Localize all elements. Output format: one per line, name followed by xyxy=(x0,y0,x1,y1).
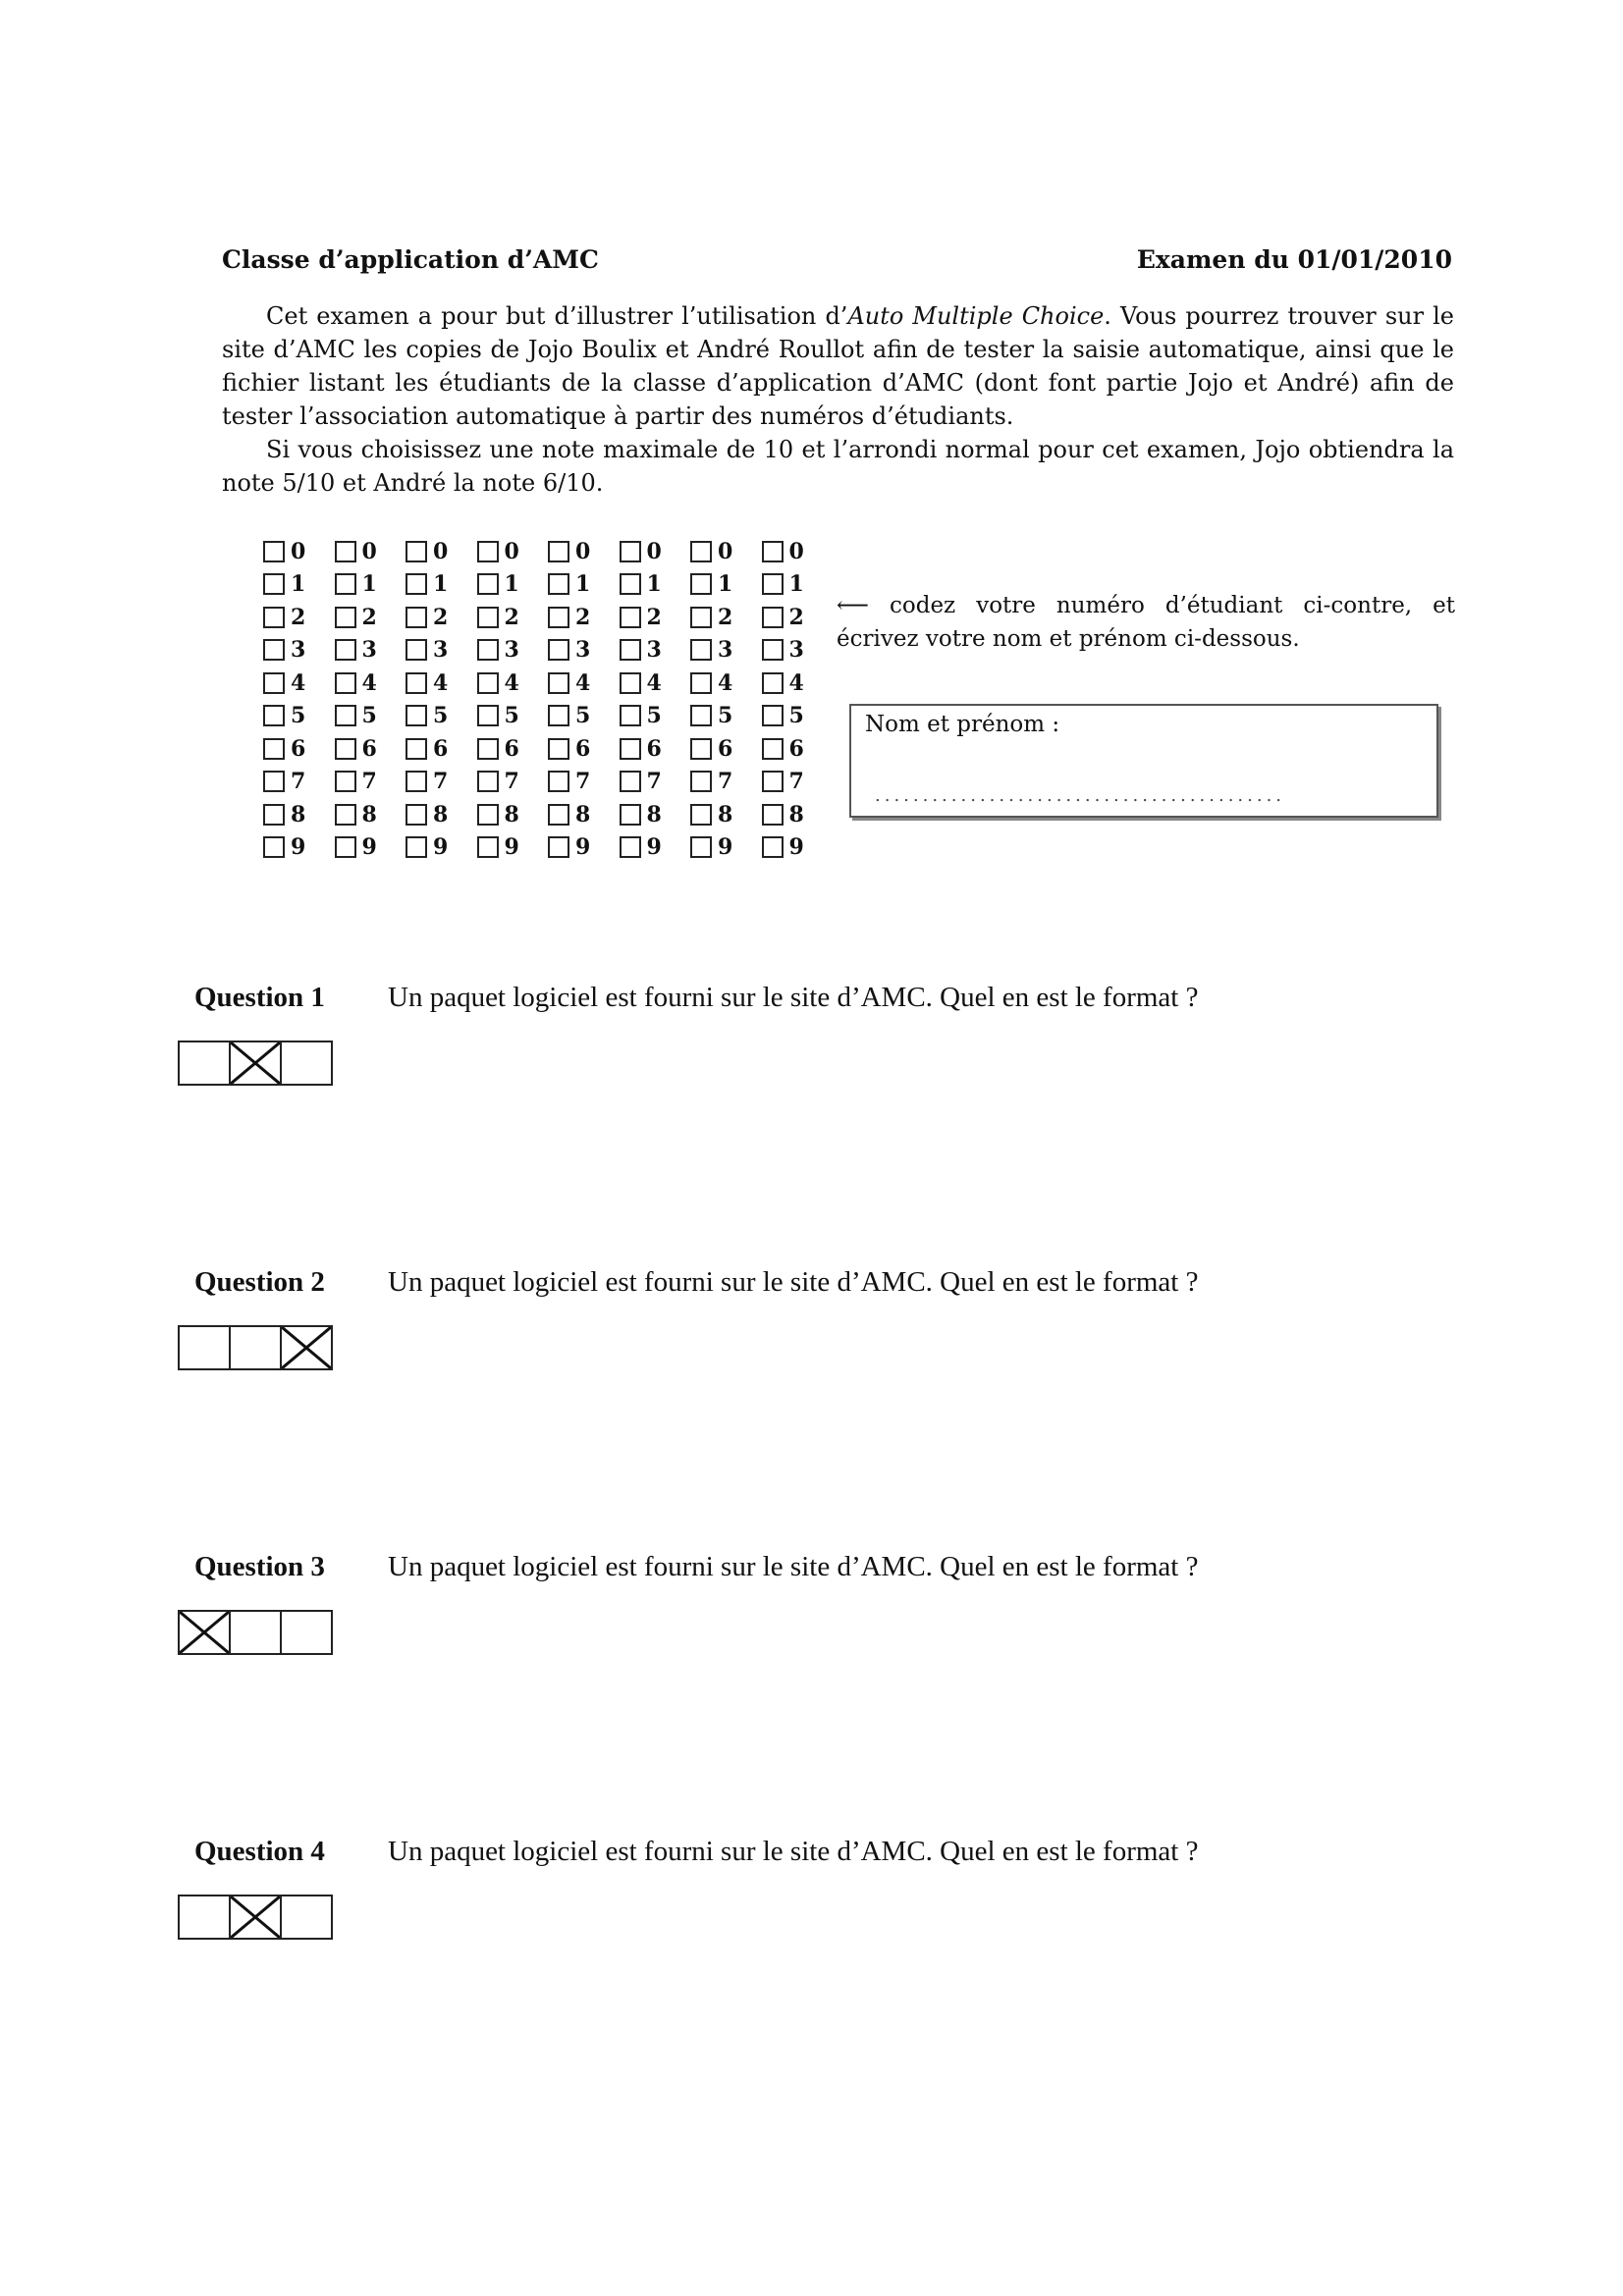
id-digit-checkbox[interactable] xyxy=(335,804,356,826)
answer-box[interactable] xyxy=(229,1610,282,1655)
id-digit-checkbox[interactable] xyxy=(620,573,641,595)
id-digit-cell xyxy=(690,539,762,564)
id-digit-label: 2 xyxy=(718,604,733,630)
id-digit-label: 2 xyxy=(361,604,377,630)
id-digit-cell xyxy=(335,670,406,696)
id-digit-cell xyxy=(620,605,691,630)
id-digit-checkbox[interactable] xyxy=(263,639,285,661)
id-digit-label: 0 xyxy=(788,538,804,564)
id-digit-checkbox[interactable] xyxy=(762,672,784,694)
id-digit-checkbox[interactable] xyxy=(620,607,641,628)
answer-box-checked[interactable] xyxy=(229,1041,282,1086)
question-text: Un paquet logiciel est fourni sur le site d’AMC. Quel en est le format ? xyxy=(388,1551,1199,1582)
id-digit-label: 0 xyxy=(361,538,377,564)
id-digit-checkbox[interactable] xyxy=(548,836,569,858)
id-digit-checkbox[interactable] xyxy=(335,738,356,760)
intro-paragraph-2: Si vous choisissez une note maximale de 10 et l’arrondi normal pour cet examen, Jojo obtiendra la note 5/10 et André la note 6/10. xyxy=(222,436,1454,497)
id-digit-cell xyxy=(762,802,834,828)
id-digit-checkbox[interactable] xyxy=(762,771,784,792)
cross-mark-icon xyxy=(282,1327,331,1368)
id-digit-label: 4 xyxy=(433,669,449,696)
id-grid-row xyxy=(263,568,833,602)
id-digit-checkbox[interactable] xyxy=(263,573,285,595)
id-grid-row xyxy=(263,732,833,766)
id-digit-checkbox[interactable] xyxy=(548,573,569,595)
id-digit-cell xyxy=(762,571,834,597)
id-digit-label: 6 xyxy=(361,735,377,762)
id-digit-cell xyxy=(335,703,406,728)
question-text: Un paquet logiciel est fourni sur le site d’AMC. Quel en est le format ? xyxy=(388,1266,1199,1298)
id-digit-checkbox[interactable] xyxy=(477,738,499,760)
id-digit-checkbox[interactable] xyxy=(263,771,285,792)
name-field-label: Nom et prénom : xyxy=(865,712,1060,737)
id-digit-cell xyxy=(620,769,691,794)
id-digit-label: 3 xyxy=(291,637,306,664)
id-digit-cell xyxy=(406,802,477,828)
id-digit-cell xyxy=(548,637,620,663)
answer-box[interactable] xyxy=(178,1325,231,1370)
id-digit-cell xyxy=(620,539,691,564)
id-digit-cell xyxy=(477,539,549,564)
id-digit-checkbox[interactable] xyxy=(335,705,356,726)
id-digit-checkbox[interactable] xyxy=(406,738,427,760)
id-digit-checkbox[interactable] xyxy=(263,738,285,760)
id-digit-checkbox[interactable] xyxy=(690,836,712,858)
id-digit-label: 9 xyxy=(504,834,519,861)
id-digit-cell xyxy=(477,802,549,828)
id-digit-checkbox[interactable] xyxy=(762,738,784,760)
id-digit-label: 6 xyxy=(504,735,519,762)
id-digit-checkbox[interactable] xyxy=(620,836,641,858)
id-grid-row xyxy=(263,798,833,831)
id-digit-checkbox[interactable] xyxy=(406,573,427,595)
id-digit-label: 1 xyxy=(646,571,662,598)
id-grid-row xyxy=(263,667,833,700)
id-digit-cell xyxy=(548,802,620,828)
id-digit-label: 3 xyxy=(575,637,591,664)
id-digit-checkbox[interactable] xyxy=(263,836,285,858)
id-digit-checkbox[interactable] xyxy=(548,541,569,562)
id-digit-label: 6 xyxy=(291,735,306,762)
id-digit-cell xyxy=(335,637,406,663)
id-grid-row xyxy=(263,535,833,568)
intro-paragraph-1 xyxy=(222,299,1454,433)
id-digit-checkbox[interactable] xyxy=(406,639,427,661)
id-digit-cell xyxy=(477,637,549,663)
question-label: Question 2 xyxy=(194,1266,325,1298)
id-digit-checkbox[interactable] xyxy=(690,705,712,726)
id-digit-checkbox[interactable] xyxy=(620,804,641,826)
id-digit-label: 1 xyxy=(504,571,519,598)
id-digit-label: 5 xyxy=(646,703,662,729)
id-digit-cell xyxy=(477,834,549,860)
id-digit-checkbox[interactable] xyxy=(335,573,356,595)
id-digit-cell xyxy=(263,571,335,597)
id-digit-cell xyxy=(620,703,691,728)
id-digit-cell xyxy=(762,539,834,564)
id-digit-cell xyxy=(406,637,477,663)
id-digit-checkbox[interactable] xyxy=(477,607,499,628)
id-digit-label: 9 xyxy=(646,834,662,861)
id-digit-cell xyxy=(477,769,549,794)
id-digit-checkbox[interactable] xyxy=(335,771,356,792)
id-digit-checkbox[interactable] xyxy=(406,705,427,726)
id-digit-label: 8 xyxy=(291,801,306,828)
id-digit-cell xyxy=(263,605,335,630)
id-digit-checkbox[interactable] xyxy=(690,672,712,694)
id-digit-label: 4 xyxy=(646,669,662,696)
question-label: Question 4 xyxy=(194,1836,325,1867)
id-digit-checkbox[interactable] xyxy=(263,804,285,826)
student-id-grid xyxy=(263,535,833,864)
id-digit-label: 9 xyxy=(361,834,377,861)
id-digit-cell xyxy=(620,736,691,762)
id-digit-label: 1 xyxy=(433,571,449,598)
id-digit-cell xyxy=(477,605,549,630)
id-digit-cell xyxy=(620,802,691,828)
id-digit-checkbox[interactable] xyxy=(406,836,427,858)
id-digit-label: 3 xyxy=(433,637,449,664)
id-digit-label: 7 xyxy=(504,769,519,795)
id-digit-label: 3 xyxy=(361,637,377,664)
id-digit-checkbox[interactable] xyxy=(762,705,784,726)
name-field[interactable] xyxy=(849,704,1438,818)
id-digit-cell xyxy=(335,769,406,794)
id-digit-cell xyxy=(263,539,335,564)
id-grid-row xyxy=(263,831,833,865)
intro-p1-start: Cet examen a pour but d’illustrer l’utilisation d’ xyxy=(266,302,848,330)
id-digit-label: 5 xyxy=(788,703,804,729)
id-digit-checkbox[interactable] xyxy=(335,541,356,562)
question-label: Question 3 xyxy=(194,1551,325,1582)
id-digit-checkbox[interactable] xyxy=(477,836,499,858)
id-digit-checkbox[interactable] xyxy=(477,672,499,694)
question-label: Question 1 xyxy=(194,982,325,1013)
id-digit-label: 7 xyxy=(361,769,377,795)
id-digit-cell xyxy=(263,834,335,860)
id-digit-cell xyxy=(406,736,477,762)
id-digit-cell xyxy=(762,769,834,794)
id-digit-cell xyxy=(690,769,762,794)
software-name: Auto Multiple Choice xyxy=(847,302,1105,330)
name-field-dots: ........................................... xyxy=(875,785,1286,806)
id-digit-cell xyxy=(690,703,762,728)
id-digit-label: 2 xyxy=(433,604,449,630)
student-id-instruction: ⟵ codez votre numéro d’étudiant ci-contre, et écrivez votre nom et prénom ci-dessous. xyxy=(837,593,1455,652)
id-digit-checkbox[interactable] xyxy=(620,738,641,760)
id-digit-cell xyxy=(335,802,406,828)
id-digit-label: 2 xyxy=(646,604,662,630)
id-digit-cell xyxy=(762,605,834,630)
id-digit-label: 0 xyxy=(575,538,591,564)
id-digit-cell xyxy=(690,571,762,597)
id-digit-checkbox[interactable] xyxy=(762,639,784,661)
id-digit-checkbox[interactable] xyxy=(406,541,427,562)
id-digit-label: 8 xyxy=(718,801,733,828)
id-digit-checkbox[interactable] xyxy=(406,804,427,826)
id-digit-checkbox[interactable] xyxy=(762,541,784,562)
id-digit-checkbox[interactable] xyxy=(477,771,499,792)
id-digit-cell xyxy=(263,736,335,762)
id-grid-row xyxy=(263,700,833,733)
id-digit-label: 6 xyxy=(433,735,449,762)
id-digit-cell xyxy=(690,834,762,860)
id-digit-cell xyxy=(406,769,477,794)
id-digit-checkbox[interactable] xyxy=(335,639,356,661)
id-digit-label: 2 xyxy=(504,604,519,630)
id-digit-label: 7 xyxy=(433,769,449,795)
id-digit-cell xyxy=(548,571,620,597)
id-digit-label: 6 xyxy=(646,735,662,762)
id-digit-cell xyxy=(620,670,691,696)
id-digit-cell xyxy=(263,637,335,663)
intro-p1-end: . Vous pourrez trouver sur le site d’AMC les copies de Jojo Boulix et André Roullot afin de tester la saisie automatique, ainsi que le fichier listant les étudiants de la classe d’application d’AMC (dont font partie Jojo et André) afin de tester l’association automatique à partir des numéros d’étudiants. xyxy=(222,302,1454,430)
id-digit-label: 2 xyxy=(788,604,804,630)
id-digit-label: 5 xyxy=(718,703,733,729)
id-digit-label: 5 xyxy=(361,703,377,729)
id-digit-label: 3 xyxy=(646,637,662,664)
id-digit-checkbox[interactable] xyxy=(762,836,784,858)
answer-boxes xyxy=(178,1325,331,1370)
id-digit-cell xyxy=(335,834,406,860)
id-digit-label: 1 xyxy=(291,571,306,598)
id-digit-cell xyxy=(548,736,620,762)
answer-box[interactable] xyxy=(280,1041,333,1086)
id-digit-label: 4 xyxy=(361,669,377,696)
id-digit-cell xyxy=(335,539,406,564)
question-text: Un paquet logiciel est fourni sur le site d’AMC. Quel en est le format ? xyxy=(388,982,1199,1013)
id-digit-label: 7 xyxy=(718,769,733,795)
id-digit-label: 6 xyxy=(575,735,591,762)
id-digit-checkbox[interactable] xyxy=(335,836,356,858)
id-digit-label: 8 xyxy=(504,801,519,828)
answer-box-checked[interactable] xyxy=(229,1895,282,1940)
cross-mark-icon xyxy=(231,1042,280,1084)
question-text: Un paquet logiciel est fourni sur le site d’AMC. Quel en est le format ? xyxy=(388,1836,1199,1867)
id-digit-checkbox[interactable] xyxy=(690,607,712,628)
id-digit-checkbox[interactable] xyxy=(548,804,569,826)
id-digit-cell xyxy=(548,670,620,696)
id-digit-checkbox[interactable] xyxy=(477,541,499,562)
id-digit-checkbox[interactable] xyxy=(620,639,641,661)
answer-box[interactable] xyxy=(178,1895,231,1940)
id-digit-label: 9 xyxy=(788,834,804,861)
id-digit-label: 3 xyxy=(788,637,804,664)
id-digit-cell xyxy=(548,769,620,794)
id-digit-label: 8 xyxy=(433,801,449,828)
id-digit-cell xyxy=(263,670,335,696)
id-digit-checkbox[interactable] xyxy=(690,738,712,760)
id-digit-cell xyxy=(762,834,834,860)
id-digit-label: 1 xyxy=(718,571,733,598)
id-digit-checkbox[interactable] xyxy=(762,573,784,595)
id-digit-checkbox[interactable] xyxy=(406,771,427,792)
id-digit-label: 4 xyxy=(788,669,804,696)
id-digit-label: 0 xyxy=(718,538,733,564)
id-digit-label: 8 xyxy=(575,801,591,828)
id-digit-checkbox[interactable] xyxy=(406,672,427,694)
id-digit-checkbox[interactable] xyxy=(335,607,356,628)
id-digit-cell xyxy=(690,605,762,630)
id-digit-checkbox[interactable] xyxy=(620,541,641,562)
id-digit-cell xyxy=(690,736,762,762)
answer-boxes xyxy=(178,1041,331,1086)
intro-text xyxy=(222,299,1454,500)
id-digit-cell xyxy=(762,703,834,728)
id-digit-label: 4 xyxy=(504,669,519,696)
id-digit-cell xyxy=(406,539,477,564)
id-digit-checkbox[interactable] xyxy=(690,541,712,562)
id-digit-label: 6 xyxy=(718,735,733,762)
id-digit-label: 3 xyxy=(504,637,519,664)
answer-box-checked[interactable] xyxy=(178,1610,231,1655)
answer-box[interactable] xyxy=(280,1610,333,1655)
id-digit-cell xyxy=(477,703,549,728)
id-digit-label: 9 xyxy=(433,834,449,861)
id-digit-checkbox[interactable] xyxy=(477,639,499,661)
id-digit-label: 7 xyxy=(575,769,591,795)
id-digit-checkbox[interactable] xyxy=(263,607,285,628)
id-digit-cell xyxy=(620,571,691,597)
id-digit-cell xyxy=(690,637,762,663)
id-digit-label: 6 xyxy=(788,735,804,762)
id-digit-label: 0 xyxy=(291,538,306,564)
id-digit-checkbox[interactable] xyxy=(477,573,499,595)
id-digit-cell xyxy=(548,605,620,630)
id-digit-checkbox[interactable] xyxy=(477,804,499,826)
id-digit-checkbox[interactable] xyxy=(263,705,285,726)
answer-box[interactable] xyxy=(229,1325,282,1370)
answer-boxes xyxy=(178,1610,331,1655)
id-digit-label: 9 xyxy=(575,834,591,861)
id-digit-cell xyxy=(620,637,691,663)
id-digit-checkbox[interactable] xyxy=(690,639,712,661)
id-digit-checkbox[interactable] xyxy=(477,705,499,726)
answer-box[interactable] xyxy=(178,1041,231,1086)
id-digit-cell xyxy=(406,670,477,696)
id-digit-label: 8 xyxy=(788,801,804,828)
id-digit-label: 2 xyxy=(575,604,591,630)
id-digit-cell xyxy=(406,605,477,630)
cross-mark-icon xyxy=(180,1612,229,1653)
id-digit-cell xyxy=(263,703,335,728)
id-digit-cell xyxy=(335,571,406,597)
id-digit-cell xyxy=(477,571,549,597)
id-digit-label: 5 xyxy=(575,703,591,729)
id-digit-checkbox[interactable] xyxy=(690,573,712,595)
id-digit-label: 2 xyxy=(291,604,306,630)
id-digit-checkbox[interactable] xyxy=(690,771,712,792)
id-digit-label: 9 xyxy=(718,834,733,861)
id-digit-label: 1 xyxy=(788,571,804,598)
id-digit-label: 7 xyxy=(788,769,804,795)
id-digit-label: 7 xyxy=(291,769,306,795)
id-digit-cell xyxy=(548,703,620,728)
id-digit-checkbox[interactable] xyxy=(548,639,569,661)
id-digit-label: 0 xyxy=(504,538,519,564)
id-digit-cell xyxy=(263,802,335,828)
id-digit-cell xyxy=(690,670,762,696)
id-digit-label: 4 xyxy=(718,669,733,696)
id-digit-checkbox[interactable] xyxy=(548,607,569,628)
id-digit-checkbox[interactable] xyxy=(620,672,641,694)
answer-box-checked[interactable] xyxy=(280,1325,333,1370)
id-digit-cell xyxy=(762,670,834,696)
id-digit-checkbox[interactable] xyxy=(263,541,285,562)
cross-mark-icon xyxy=(231,1896,280,1938)
id-digit-label: 1 xyxy=(361,571,377,598)
id-digit-checkbox[interactable] xyxy=(548,672,569,694)
id-digit-label: 0 xyxy=(646,538,662,564)
id-digit-label: 8 xyxy=(361,801,377,828)
id-digit-checkbox[interactable] xyxy=(263,672,285,694)
id-grid-row xyxy=(263,601,833,634)
id-digit-cell xyxy=(263,769,335,794)
id-digit-cell xyxy=(762,736,834,762)
id-digit-cell xyxy=(477,736,549,762)
id-digit-cell xyxy=(406,571,477,597)
id-digit-cell xyxy=(762,637,834,663)
id-digit-checkbox[interactable] xyxy=(548,705,569,726)
id-digit-cell xyxy=(690,802,762,828)
id-digit-label: 5 xyxy=(504,703,519,729)
id-digit-label: 3 xyxy=(718,637,733,664)
id-digit-label: 4 xyxy=(291,669,306,696)
id-digit-checkbox[interactable] xyxy=(762,804,784,826)
id-digit-checkbox[interactable] xyxy=(762,607,784,628)
id-digit-checkbox[interactable] xyxy=(620,771,641,792)
id-digit-checkbox[interactable] xyxy=(548,738,569,760)
id-digit-label: 8 xyxy=(646,801,662,828)
id-digit-label: 5 xyxy=(291,703,306,729)
id-digit-cell xyxy=(335,736,406,762)
id-digit-cell xyxy=(406,703,477,728)
id-digit-label: 9 xyxy=(291,834,306,861)
id-grid-row xyxy=(263,766,833,799)
id-digit-cell xyxy=(548,539,620,564)
course-title: Classe d’application d’AMC xyxy=(222,245,599,274)
id-digit-label: 7 xyxy=(646,769,662,795)
exam-date: Examen du 01/01/2010 xyxy=(1136,245,1452,274)
id-digit-checkbox[interactable] xyxy=(548,771,569,792)
id-grid-row xyxy=(263,634,833,667)
answer-boxes xyxy=(178,1895,331,1940)
id-digit-checkbox[interactable] xyxy=(335,672,356,694)
id-digit-cell xyxy=(335,605,406,630)
id-digit-cell xyxy=(477,670,549,696)
id-digit-label: 5 xyxy=(433,703,449,729)
id-digit-label: 1 xyxy=(575,571,591,598)
id-digit-checkbox[interactable] xyxy=(690,804,712,826)
id-digit-label: 4 xyxy=(575,669,591,696)
id-digit-cell xyxy=(548,834,620,860)
answer-box[interactable] xyxy=(280,1895,333,1940)
id-digit-checkbox[interactable] xyxy=(620,705,641,726)
id-digit-cell xyxy=(620,834,691,860)
id-digit-label: 0 xyxy=(433,538,449,564)
id-digit-checkbox[interactable] xyxy=(406,607,427,628)
id-digit-cell xyxy=(406,834,477,860)
